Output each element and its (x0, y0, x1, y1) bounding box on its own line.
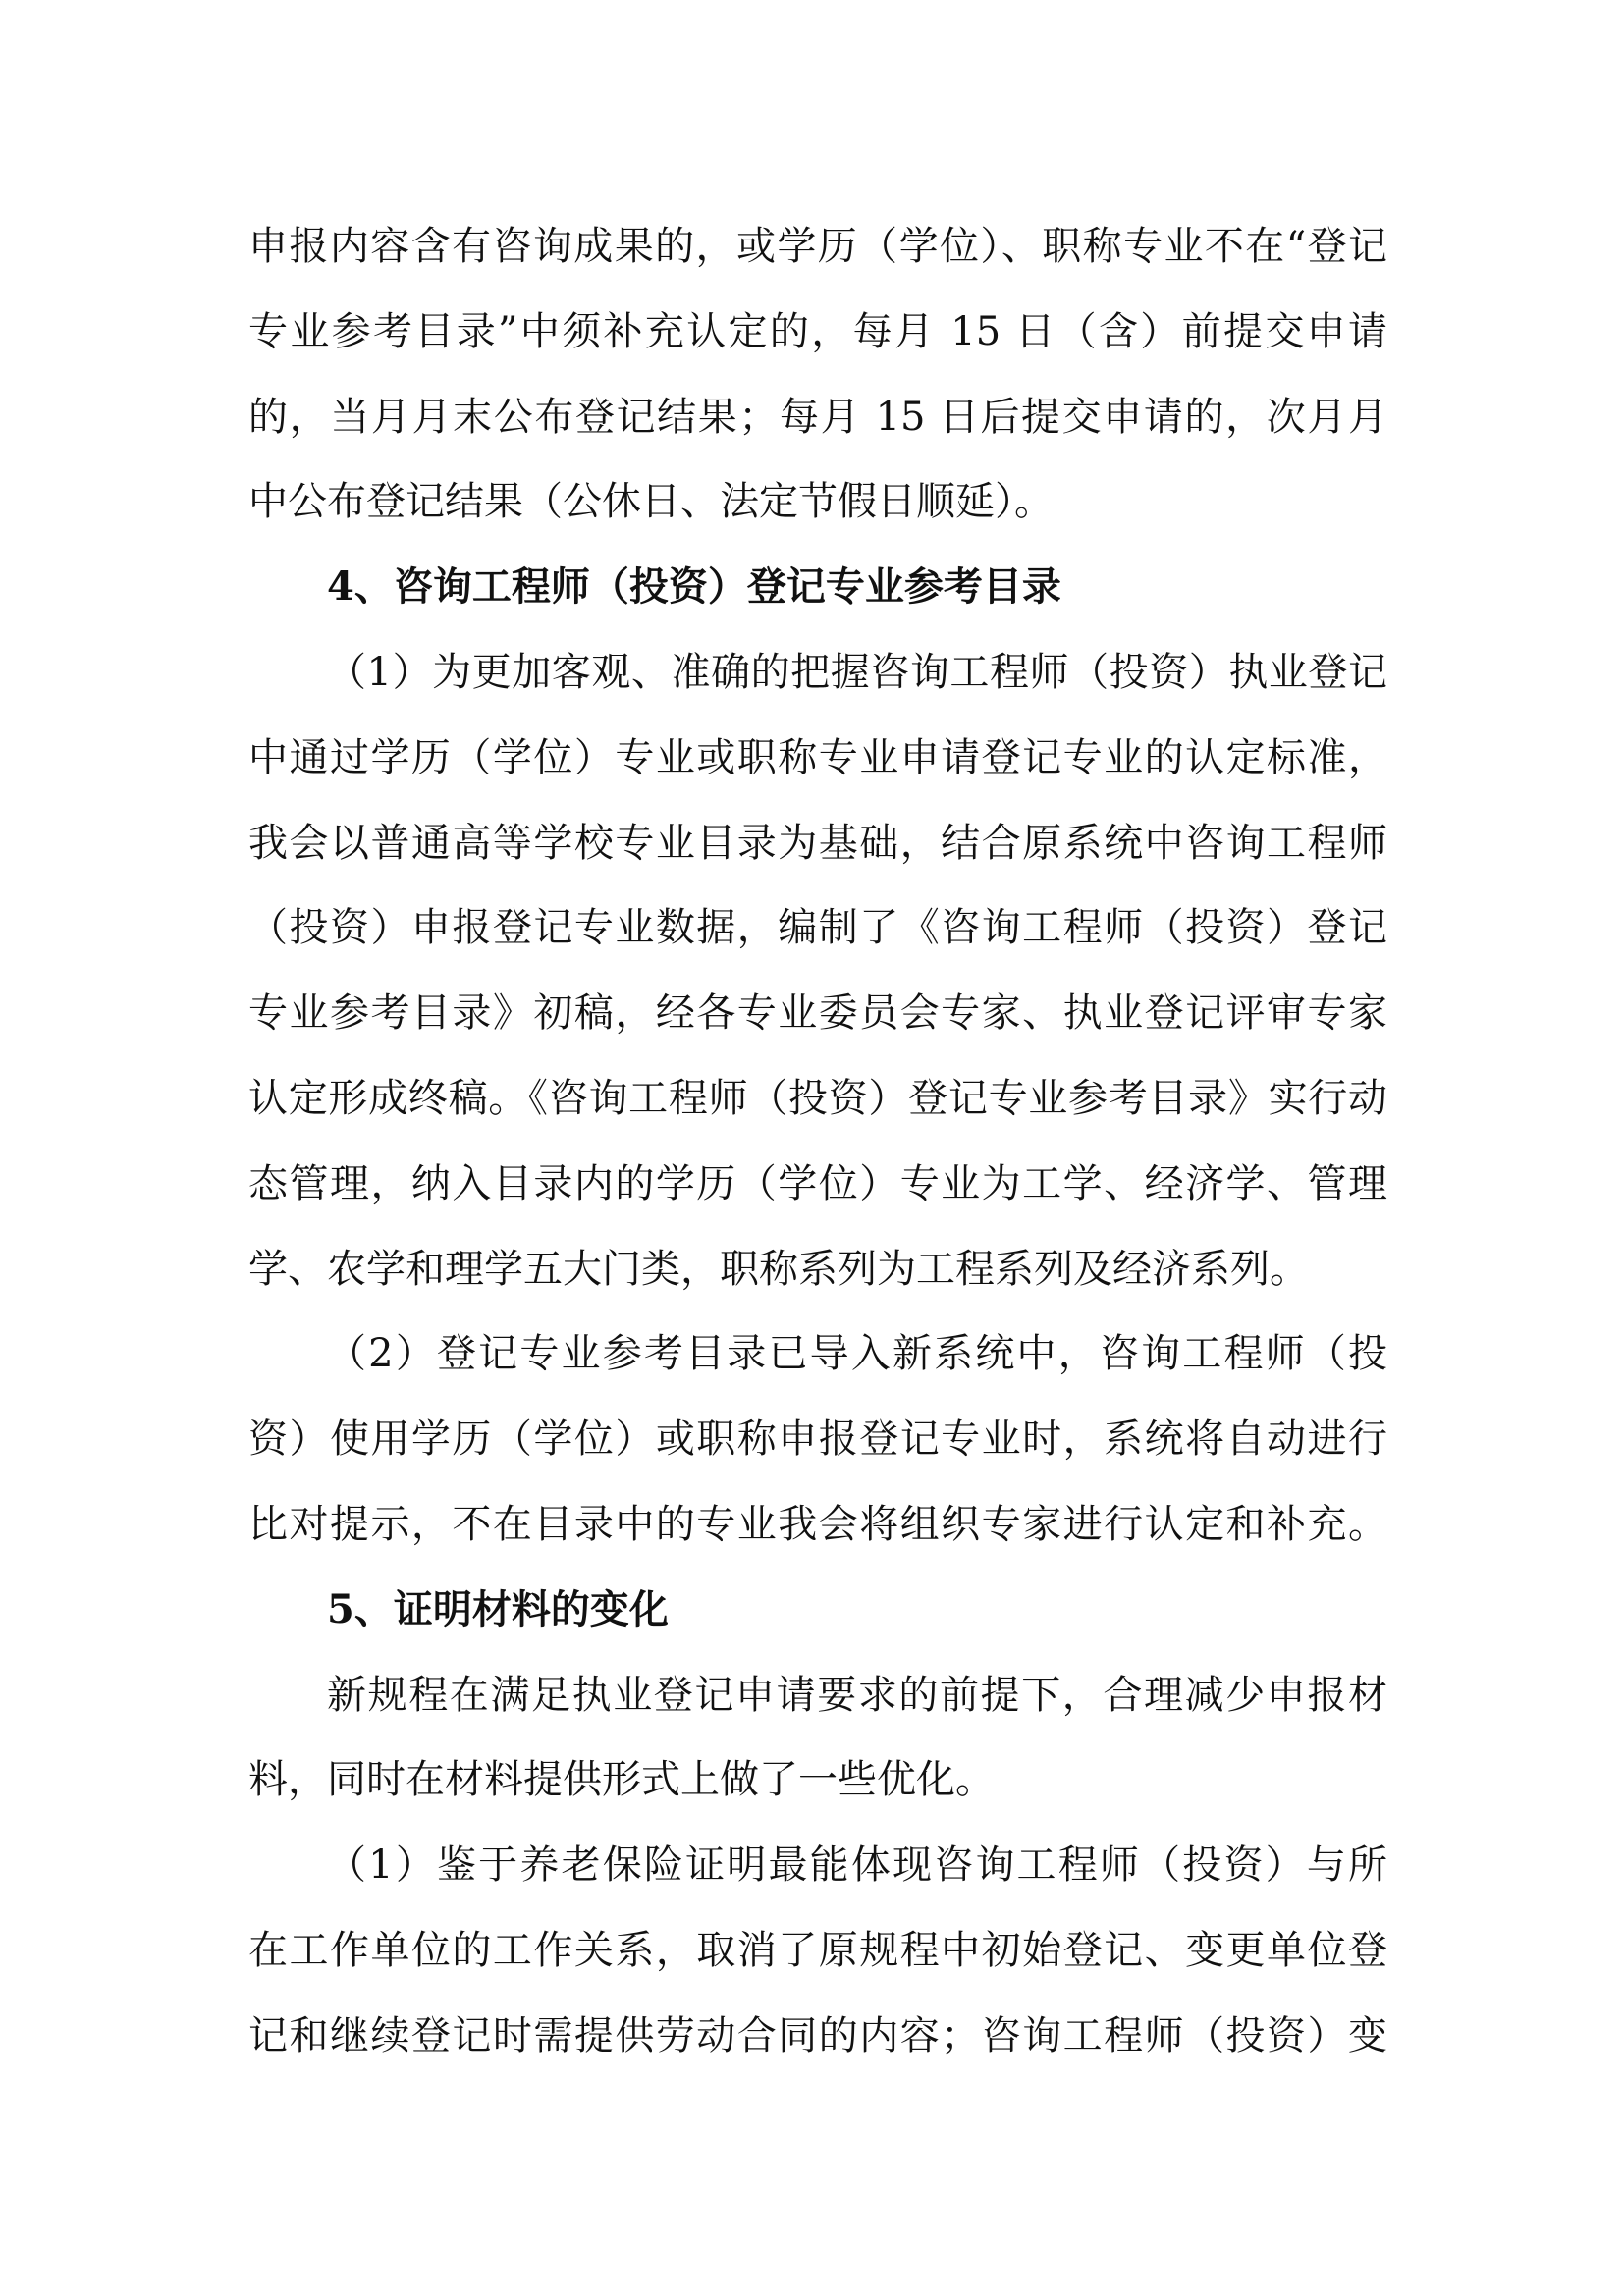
paragraph-registration-results (248, 204, 1387, 545)
text-line: （1）为更加客观、准确的把握咨询工程师（投资）执业登记 (327, 649, 1387, 695)
text-line: 在工作单位的工作关系，取消了原规程中初始登记、变更单位登 (248, 1927, 1387, 1973)
text-line: 申报内容含有咨询成果的，或学历（学位）、职称专业不在“登记 (248, 224, 1387, 269)
section-heading-5 (248, 1568, 1387, 1653)
text-line: 认定形成终稿。《咨询工程师（投资）登记专业参考目录》实行动 (248, 1075, 1387, 1121)
paragraph-5-intro (248, 1653, 1387, 1824)
text-line: 专业参考目录”中须补充认定的，每月 15 日（含）前提交申请 (248, 308, 1387, 354)
text-line: 比对提示，不在目录中的专业我会将组织专家进行认定和补充。 (248, 1501, 1387, 1547)
document-body (248, 204, 1387, 2079)
text-line: 料，同时在材料提供形式上做了一些优化。 (248, 1757, 995, 1803)
paragraph-4-1 (248, 630, 1387, 1311)
text-line: （1）鉴于养老保险证明最能体现咨询工程师（投资）与所 (327, 1842, 1387, 1889)
text-line: 态管理，纳入目录内的学历（学位）专业为工学、经济学、管理 (248, 1160, 1387, 1206)
heading-text: 4、咨询工程师（投资）登记专业参考目录 (327, 563, 1061, 611)
heading-text: 5、证明材料的变化 (327, 1585, 669, 1632)
text-line: 资）使用学历（学位）或职称申报登记专业时，系统将自动进行 (248, 1416, 1387, 1463)
text-line: 我会以普通高等学校专业目录为基础，结合原系统中咨询工程师 (248, 820, 1387, 866)
text-line: 专业参考目录》初稿，经各专业委员会专家、执业登记评审专家 (248, 990, 1387, 1037)
text-line: 中公布登记结果（公休日、法定节假日顺延）。 (248, 479, 1054, 525)
text-line: （投资）申报登记专业数据，编制了《咨询工程师（投资）登记 (248, 905, 1387, 951)
text-line: 的，当月月末公布登记结果；每月 15 日后提交申请的，次月月 (248, 394, 1387, 440)
text-line: 记和继续登记时需提供劳动合同的内容；咨询工程师（投资）变 (248, 2012, 1387, 2058)
paragraph-5-1 (248, 1823, 1387, 2078)
text-line: 中通过学历（学位）专业或职称专业申请登记专业的认定标准， (248, 734, 1387, 780)
text-line: 学、农学和理学五大门类，职称系列为工程系列及经济系列。 (248, 1246, 1309, 1292)
paragraph-4-2 (248, 1311, 1387, 1567)
text-line: 新规程在满足执业登记申请要求的前提下，合理减少申报材 (327, 1672, 1387, 1718)
section-heading-4 (248, 545, 1387, 630)
text-line: （2）登记专业参考目录已导入新系统中，咨询工程师（投 (327, 1331, 1387, 1377)
